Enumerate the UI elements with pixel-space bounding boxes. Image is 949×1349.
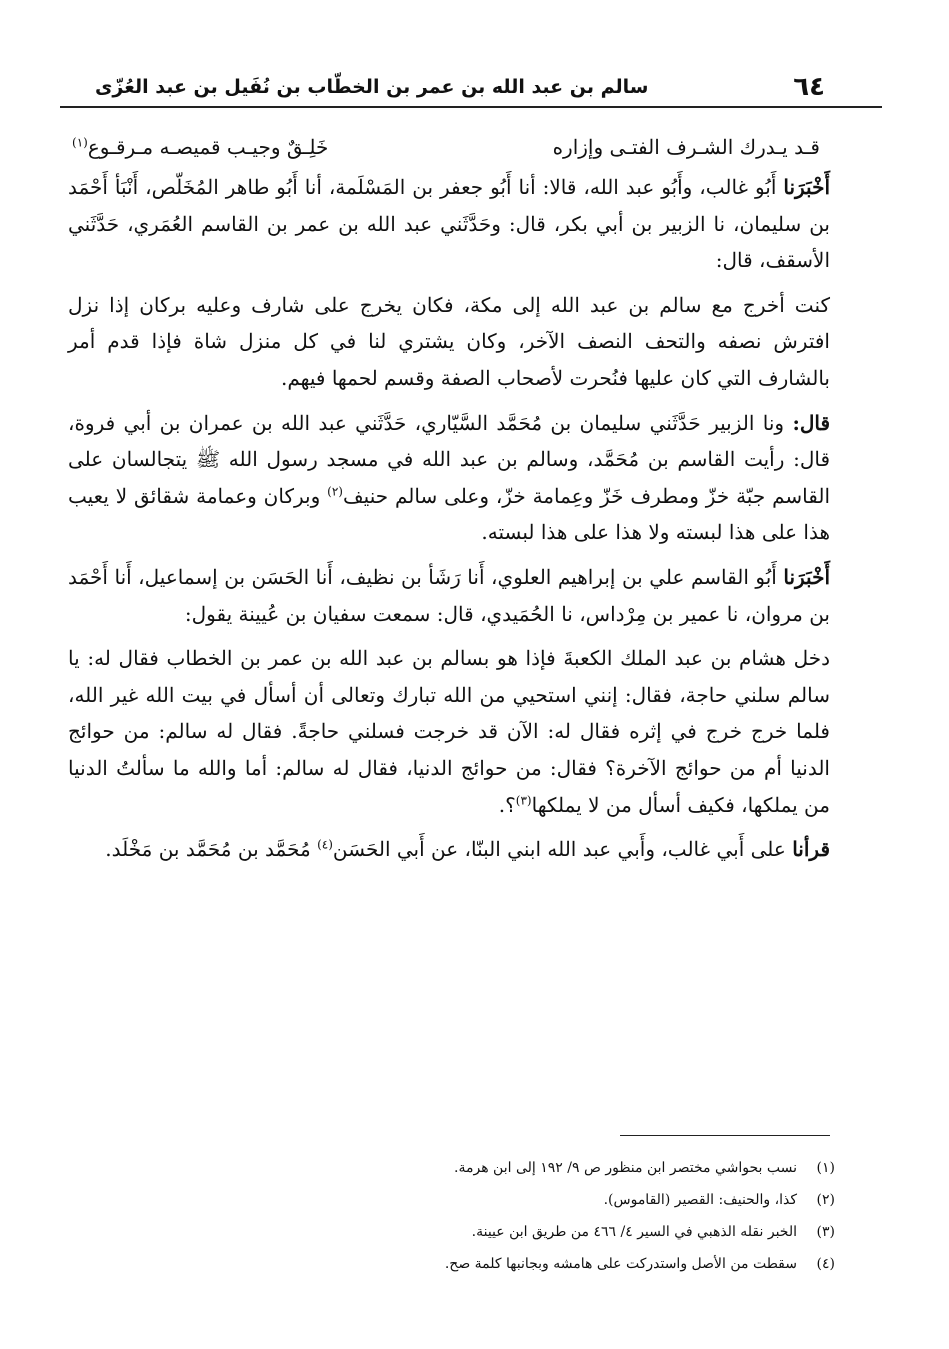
paragraph-isnad-2 — [68, 405, 830, 551]
paragraph-lead: قال: — [792, 410, 831, 435]
paragraph-text: كنت أخرج مع سالم بن عبد الله إلى مكة، فكان يخرج على شارف وعليه بركان إذا نزل افترش نصفه والتحف النصف الآخر، وكان يشتري لنا في كل منزل شاة فإذا قدم أمر بالشارف التي كان عليها فنُحرت لأصحاب الصفة وقسم لحمها فيهم. — [68, 292, 830, 390]
footnote-3 — [300, 1216, 835, 1248]
paragraph-narration-2 — [68, 640, 830, 823]
footnote-separator — [620, 1135, 830, 1136]
paragraph-text-continued: وبركان وعمامة شقائق لا يعيب هذا على هذا لبسته ولا هذا على هذا لبسته. — [68, 483, 830, 545]
paragraph-text: على أَبي غالب، وأَبي عبد الله ابني البنّا، عن أَبي الحَسَن — [332, 837, 793, 862]
footnote-text: الخبر نقله الذهبي في السير ٤/ ٤٦٦ من طريق ابن عيينة. — [471, 1224, 797, 1240]
footnote-ref: (٢) — [327, 484, 343, 499]
paragraph-isnad-4 — [68, 831, 830, 868]
footnote-1 — [300, 1152, 835, 1184]
header-rule — [60, 106, 882, 108]
footnotes — [300, 1152, 835, 1280]
poem-verse — [68, 125, 830, 169]
footnote-2 — [300, 1184, 835, 1216]
verse-first-hemistich: قـد يـدرك الشـرف الفتـى وإزاره — [552, 135, 820, 159]
footnote-text: سقطت من الأصل واستدركت على هامشه وبجانبها كلمة صح. — [444, 1256, 797, 1272]
footnote-ref: (٤) — [317, 837, 333, 852]
paragraph-isnad-1 — [68, 169, 830, 279]
footnote-number: (٢) — [816, 1192, 835, 1208]
paragraph-text-continued: مُحَمَّد بن مُحَمَّد بن مَخْلَد. — [105, 837, 318, 862]
paragraph-text: أَبُو القاسم علي بن إبراهيم العلوي، أَنا رَشَأ بن نظيف، أَنا الحَسَن بن إسماعيل، أَنا أَحْمَد بن مروان، نا عمير بن مِرْداس، نا الحُمَيدي، قال: سمعت سفيان بن عُيينة يقول: — [68, 564, 830, 626]
footnote-text: نسب بحواشي مختصر ابن منظور ص ٩/ ١٩٢ إلى ابن هرمة. — [454, 1160, 797, 1176]
page-header — [95, 70, 825, 104]
paragraph-lead: أَخْبَرَنا — [783, 564, 830, 589]
footnote-number: (٤) — [816, 1256, 835, 1272]
footnote-ref: (٣) — [515, 792, 532, 807]
footnote-number: (١) — [816, 1160, 835, 1176]
verse-second-hemistich-text: خَلِـقٌ وجيـب قميصـه مـرقـوع — [87, 135, 329, 159]
paragraph-lead: أَخْبَرَنا — [783, 175, 830, 199]
paragraph-text: ونا الزبير حَدَّثَني سليمان بن مُحَمَّد السَّيّاري، حَدَّثَني عبد الله بن عمران بن أبي فروة، قال: رأيت القاسم بن مُحَمَّد، وسالم بن عبد الله في مسجد رسول الله ﷺ يتجالسان على القاسم جبّة خزّ ومطرف خَزّ وعِمامة خزّ، وعلى سالم حنيف — [68, 410, 831, 508]
footnote-number: (٣) — [816, 1224, 835, 1240]
verse-second-hemistich — [72, 125, 328, 169]
paragraph-narration-1 — [68, 287, 830, 397]
paragraph-lead: قرأنا — [792, 837, 830, 862]
footnote-4 — [300, 1248, 835, 1280]
page-number: ٦٤ — [793, 72, 825, 102]
footnote-text: كذا، والحنيف: القصير (القاموس). — [603, 1192, 797, 1208]
footnote-ref: (١) — [72, 135, 88, 150]
body-text — [68, 125, 830, 868]
paragraph-text: دخل هشام بن عبد الملك الكعبةَ فإذا هو بسالم بن عبد الله بن عمر بن الخطاب فقال له: يا سالم سلني حاجة، فقال: إنني استحيي من الله تبارك وتعالى أن أسأل في بيت الله غير الله، فلما خرج خرج في إثره فقال له: الآن قد خرجت فسلني حاجةً. فقال له سالم: من حوائج الدنيا أم من حوائج الآخرة؟ فقال: من حوائج الدنيا، فقال له سالم: أما والله ما سألتُ الدنيا من يملكها، فكيف أسأل من لا يملكها — [68, 646, 830, 817]
paragraph-text-continued: ؟. — [498, 792, 516, 817]
running-title: سالم بن عبد الله بن عمر بن الخطّاب بن نُفَيل بن عبد العُزّى — [95, 76, 649, 98]
paragraph-text: أَبُو غالب، وأَبُو عبد الله، قالا: أنا أَبُو جعفر بن المَسْلَمة، أنا أَبُو طاهر المُخَلّص، أَنْبَأ أَحْمَد بن سليمان، نا الزبير بن أبي بكر، قال: وحَدَّثَني عبد الله بن عمر بن القاسم العُمَري، حَدَّثَني الأسقف، قال: — [68, 175, 830, 273]
paragraph-isnad-3 — [68, 559, 830, 632]
